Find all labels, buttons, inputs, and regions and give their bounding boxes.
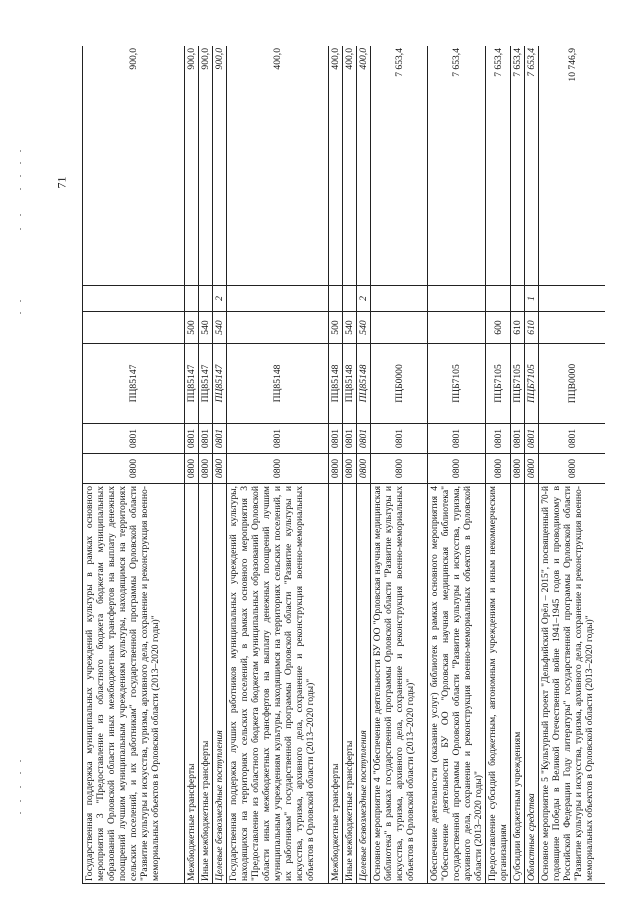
table-row: [343, 46, 357, 884]
row-amount: 7 653,4: [428, 46, 486, 286]
row-source-code: [343, 286, 357, 312]
row-expense-type-code: 540: [213, 312, 227, 344]
row-section-code: 0801: [227, 424, 329, 454]
row-target-code: ПЦБ7105: [486, 344, 511, 424]
row-section-code: 0801: [525, 424, 539, 454]
row-amount: 7 653,4: [511, 46, 525, 286]
row-target-code: ПЦБ0000: [371, 344, 428, 424]
table-row: [185, 46, 199, 884]
row-amount: 7 653,4: [486, 46, 511, 286]
row-source-code: [199, 286, 213, 312]
table-row: [371, 46, 428, 884]
row-target-code: ПЦВ0000: [539, 344, 606, 424]
row-expense-type-code: 610: [511, 312, 525, 344]
row-name: Государственная поддержка лучших работников муниципальных учреждений культуры, находящихся на территориях сельских поселений, в рамках основного мероприятия 3 "Предоставление из областного бюджета бюджетам муниципальных образований Орловской области иных межбюджетных трансфертов на выплату денежных поощрений лучшим муниципальным учреждениям культуры, находящимся на территориях сельских поселений, и их работникам" государственной программы Орловской области "Развитие культуры и искусства, туризма, архивного дела, сохранение и реконструкция военно-мемориальных объектов в Орловской области (2013–2020 годы)": [227, 484, 329, 884]
row-ved-code: 0800: [185, 454, 199, 484]
row-section-code: 0801: [199, 424, 213, 454]
row-amount: 7 653,4: [371, 46, 428, 286]
row-name: Целевые безвозмездные поступления: [213, 484, 227, 884]
row-name: Целевые безвозмездные поступления: [357, 484, 371, 884]
row-ved-code: 0800: [486, 454, 511, 484]
row-name: Обеспечение деятельности (оказание услуг) библиотек в рамках основного мероприятия 4 "Обеспечение деятельности БУ ОО "Орловская научная медицинская библиотека" государственной программы Орловской области "Развитие культуры и искусства, туризма, архивного дела, сохранение и реконструкция военно-мемориальных объектов в Орловской области (2013–2020 годы)": [428, 484, 486, 884]
row-source-code: [227, 286, 329, 312]
row-ved-code: 0800: [357, 454, 371, 484]
row-name: Межбюджетные трансферты: [185, 484, 199, 884]
budget-table-frame: [82, 46, 605, 884]
row-name: Основное мероприятие 4 "Обеспечение деятельности БУ ОО "Орловская научная медицинская библиотека" в рамках государственной программы Орловской области "Развитие культуры и искусства, туризма, архивного дела, сохранение и реконструкция военно-мемориальных объектов в Орловской области (2013–2020 годы)": [371, 484, 428, 884]
row-source-code: [511, 286, 525, 312]
row-expense-type-code: 540: [199, 312, 213, 344]
row-source-code: [371, 286, 428, 312]
row-section-code: 0801: [511, 424, 525, 454]
row-amount: 900,0: [83, 46, 185, 286]
table-row: [83, 46, 185, 884]
scan-speck: [20, 175, 21, 177]
row-expense-type-code: [428, 312, 486, 344]
row-name: Иные межбюджетные трансферты: [343, 484, 357, 884]
budget-table: [82, 46, 605, 884]
row-expense-type-code: 610: [525, 312, 539, 344]
row-expense-type-code: 540: [343, 312, 357, 344]
row-expense-type-code: [83, 312, 185, 344]
row-source-code: 2: [213, 286, 227, 312]
row-target-code: ПЦ85147: [83, 344, 185, 424]
row-source-code: [329, 286, 343, 312]
row-section-code: 0801: [343, 424, 357, 454]
row-name: Государственная поддержка муниципальных учреждений культуры в рамках основного мероприятия 3 "Предоставление из областного бюджета бюджетам муниципальных образований Орловской области иных межбюджетных трансфертов на выплату денежных поощрений лучшим муниципальным учреждениям культуры, находящимся на территориях сельских поселений, и их работникам" государственной программы Орловской области "Развитие культуры и искусства, туризма, архивного дела, сохранение и реконструкция военно-мемориальных объектов в Орловской области (2013–2020 годы)": [83, 484, 185, 884]
row-amount: 10 746,9: [539, 46, 606, 286]
row-source-code: [428, 286, 486, 312]
row-source-code: [486, 286, 511, 312]
row-source-code: [185, 286, 199, 312]
row-ved-code: 0800: [343, 454, 357, 484]
row-source-code: [83, 286, 185, 312]
row-expense-type-code: 540: [357, 312, 371, 344]
row-ved-code: 0800: [539, 454, 606, 484]
table-row: [227, 46, 329, 884]
page-number: 71: [54, 176, 69, 189]
row-target-code: ПЦ85148: [329, 344, 343, 424]
row-target-code: ПЦ85147: [213, 344, 227, 424]
scan-speck: [20, 760, 21, 762]
table-row: [511, 46, 525, 884]
row-ved-code: 0800: [213, 454, 227, 484]
table-row: [213, 46, 227, 884]
rotated-table-wrapper: [82, 46, 605, 884]
row-name: Областные средства: [525, 484, 539, 884]
row-expense-type-code: 500: [329, 312, 343, 344]
row-ved-code: 0800: [83, 454, 185, 484]
row-ved-code: 0800: [199, 454, 213, 484]
row-source-code: 2: [357, 286, 371, 312]
row-section-code: 0801: [83, 424, 185, 454]
row-expense-type-code: 500: [185, 312, 199, 344]
row-ved-code: 0800: [428, 454, 486, 484]
row-target-code: ПЦ85148: [343, 344, 357, 424]
row-name: Субсидии бюджетным учреждениям: [511, 484, 525, 884]
row-target-code: ПЦБ7105: [511, 344, 525, 424]
row-section-code: 0801: [213, 424, 227, 454]
row-section-code: 0801: [371, 424, 428, 454]
row-section-code: 0801: [539, 424, 606, 454]
row-amount: 400,0: [343, 46, 357, 286]
row-target-code: ПЦ85148: [227, 344, 329, 424]
scan-speck: [20, 188, 21, 190]
row-amount: 400,0: [227, 46, 329, 286]
row-amount: 7 653,4: [525, 46, 539, 286]
row-source-code: 1: [525, 286, 539, 312]
row-ved-code: 0800: [371, 454, 428, 484]
row-amount: 900,0: [213, 46, 227, 286]
table-row: [486, 46, 511, 884]
scan-speck: [20, 772, 21, 774]
row-expense-type-code: [539, 312, 606, 344]
row-expense-type-code: 600: [486, 312, 511, 344]
row-target-code: ПЦБ7105: [525, 344, 539, 424]
row-source-code: [539, 286, 606, 312]
row-ved-code: 0800: [511, 454, 525, 484]
scan-speck: [20, 786, 21, 788]
scan-speck: [20, 150, 21, 152]
scan-edge-specks: [18, 0, 24, 905]
table-row: [329, 46, 343, 884]
table-row: [539, 46, 606, 884]
row-amount: 900,0: [185, 46, 199, 286]
row-amount: 900,0: [199, 46, 213, 286]
scan-speck: [20, 300, 21, 302]
scan-speck: [20, 312, 21, 314]
row-target-code: ПЦ85147: [199, 344, 213, 424]
row-ved-code: 0800: [329, 454, 343, 484]
table-row: [357, 46, 371, 884]
scan-speck: [20, 228, 21, 230]
table-row: [428, 46, 486, 884]
row-section-code: 0801: [329, 424, 343, 454]
scan-speck: [20, 812, 21, 814]
scan-speck: [20, 162, 21, 164]
table-row: [525, 46, 539, 884]
row-target-code: ПЦ85147: [185, 344, 199, 424]
table-row: [199, 46, 213, 884]
budget-table-body: [83, 46, 606, 884]
scan-speck: [20, 214, 21, 216]
row-name: Межбюджетные трансферты: [329, 484, 343, 884]
scan-speck: [20, 800, 21, 802]
row-name: Иные межбюджетные трансферты: [199, 484, 213, 884]
row-section-code: 0801: [428, 424, 486, 454]
row-target-code: ПЦБ7105: [428, 344, 486, 424]
row-name: Предоставление субсидий бюджетным, автономным учреждениям и иным некоммерческим организациям: [486, 484, 511, 884]
row-ved-code: 0800: [525, 454, 539, 484]
row-amount: 400,0: [357, 46, 371, 286]
row-name: Основное мероприятие 5 "Культурный проект "Дельфийский Орёл – 2015", посвященный 70-й годовщине Победы в Великой Отечественной войне 1941–1945 годов и проводимому в Российской Федерации Году литературы" государственной программы Орловской области "Развитие культуры и искусства, туризма, архивного дела, сохранение и реконструкция военно-мемориальных объектов в Орловской области (2013–2020 годы)": [539, 484, 606, 884]
row-amount: 400,0: [329, 46, 343, 286]
row-section-code: 0801: [486, 424, 511, 454]
row-expense-type-code: [371, 312, 428, 344]
row-section-code: 0801: [357, 424, 371, 454]
row-target-code: ПЦ85148: [357, 344, 371, 424]
row-section-code: 0801: [185, 424, 199, 454]
row-ved-code: 0800: [227, 454, 329, 484]
row-expense-type-code: [227, 312, 329, 344]
